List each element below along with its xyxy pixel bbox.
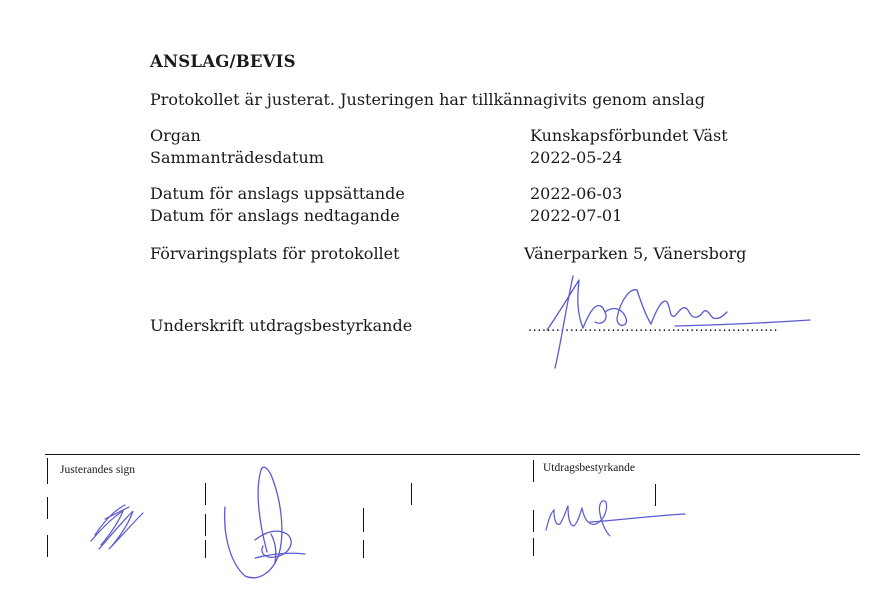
initials-signature-3: [540, 492, 690, 552]
field-value-uppsattande: 2022-06-03: [530, 184, 623, 203]
field-label-sammantradesdatum: Sammanträdesdatum: [150, 148, 324, 167]
field-value-forvaringsplats: Vänerparken 5, Vänersborg: [524, 244, 747, 263]
footer-utdragsbestyrkande: Utdragsbestyrkande: [543, 462, 635, 474]
footer-separator: [45, 454, 860, 455]
footer-justerandes-sign: Justerandes sign: [60, 464, 136, 476]
footer-tick: [47, 497, 48, 519]
footer-tick: [363, 540, 364, 558]
footer-tick: [205, 483, 206, 505]
heading: ANSLAG/BEVIS: [150, 52, 296, 71]
field-label-organ: Organ: [150, 126, 201, 145]
signature-handwritten: [525, 268, 815, 378]
footer-tick: [533, 510, 534, 532]
field-label-forvaringsplats: Förvaringsplats för protokollet: [150, 244, 400, 263]
field-value-sammantradesdatum: 2022-05-24: [530, 148, 623, 167]
statement: Protokollet är justerat. Justeringen har tillkännagivits genom anslag: [150, 90, 705, 109]
field-label-nedtagande: Datum för anslags nedtagande: [150, 206, 400, 225]
field-value-nedtagande: 2022-07-01: [530, 206, 623, 225]
footer-tick: [205, 540, 206, 558]
footer-tick: [47, 535, 48, 557]
footer-tick: [411, 483, 412, 505]
footer-tick: [533, 538, 534, 556]
signature-dotted-line: ......................................................: [528, 320, 779, 335]
footer-tick: [363, 508, 364, 532]
footer-tick: [47, 458, 48, 484]
initials-signature-1: [85, 495, 155, 555]
initials-signature-2: [215, 462, 325, 584]
signature-label: Underskrift utdragsbestyrkande: [150, 316, 413, 335]
field-label-uppsattande: Datum för anslags uppsättande: [150, 184, 405, 203]
footer-tick: [205, 514, 206, 536]
field-value-organ: Kunskapsförbundet Väst: [530, 126, 728, 145]
footer-tick: [533, 460, 534, 482]
